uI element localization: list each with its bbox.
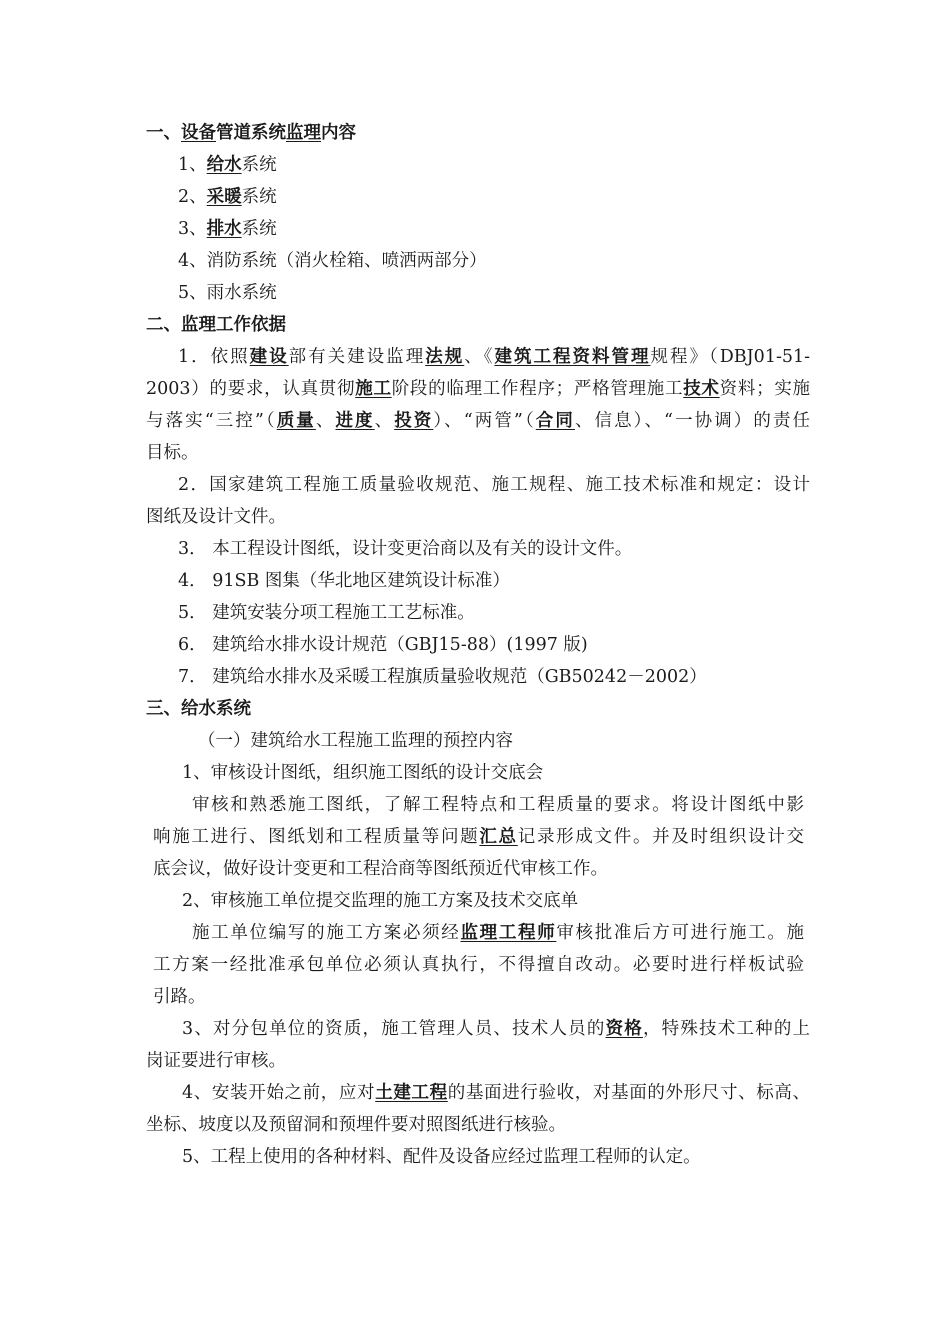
paragraph-line: 岗证要进行审核。 (146, 1051, 286, 1071)
paragraph-line: 3、对分包单位的资质，施工管理人员、技术人员的资格，特殊技术工种的上 (182, 1019, 810, 1039)
paragraph-line: 图纸及设计文件。 (146, 507, 286, 527)
link-shebei[interactable]: 设备 (181, 123, 216, 143)
paragraph-line: 审核和熟悉施工图纸，了解工程特点和工程质量的要求。将设计图纸中影 (192, 795, 804, 815)
list-item: 7． 建筑给水排水及采暖工程旗质量验收规范（GB50242－2002） (178, 667, 707, 687)
list-item-4: 4、消防系统（消火栓箱、喷洒两部分） (178, 251, 487, 271)
paragraph-line: 2．国家建筑工程施工质量验收规范、施工规程、施工技术标准和规定：设计 (178, 475, 810, 495)
list-item-1: 1、给水系统 (178, 155, 277, 175)
paragraph-line: 工方案一经批准承包单位必须认真执行，不得擅自改动。必要时进行样板试验 (153, 955, 804, 975)
paragraph-line: 施工单位编写的施工方案必须经监理工程师审核批准后方可进行施工。施 (192, 923, 804, 943)
item-heading: 1、审核设计图纸，组织施工图纸的设计交底会 (182, 763, 544, 783)
list-item-5: 5、雨水系统 (178, 283, 277, 303)
link-fagui[interactable]: 法规 (425, 347, 465, 367)
link-jianshe[interactable]: 建设 (249, 347, 289, 367)
paragraph-line: 引路。 (153, 987, 206, 1007)
link-hetong[interactable]: 合同 (535, 411, 575, 431)
link-jindu[interactable]: 进度 (335, 411, 375, 431)
paragraph-line: 5、工程上使用的各种材料、配件及设备应经过监理工程师的认定。 (182, 1147, 701, 1167)
link-shigong[interactable]: 施工 (355, 379, 392, 399)
section-2-title: 二、监理工作依据 (146, 315, 286, 335)
paragraph-line: 目标。 (146, 443, 199, 463)
link-touzi[interactable]: 投资 (394, 411, 434, 431)
paragraph-line: 坐标、坡度以及预留洞和预埋件要对照图纸进行核验。 (146, 1115, 566, 1135)
paragraph-line: 与落实“三控”（质量、进度、投资）、“两管”（合同、信息）、“一协调）的责任 (146, 411, 810, 431)
link-tujian-gongcheng[interactable]: 土建工程 (375, 1083, 448, 1103)
link-huizong[interactable]: 汇总 (479, 827, 518, 847)
section-1-title: 一、设备管道系统监理内容 (146, 123, 356, 143)
link-paishui[interactable]: 排水 (206, 219, 242, 239)
list-item: 5． 建筑安装分项工程施工工艺标准。 (178, 603, 475, 623)
link-jianli-gongchengshi[interactable]: 监理工程师 (460, 923, 557, 943)
subsection-title: （一）建筑给水工程施工监理的预控内容 (198, 731, 513, 751)
paragraph-line: 1．依照建设部有关建设监理法规、《建筑工程资料管理规程》（DBJ01-51- (178, 347, 810, 367)
list-item: 4． 91SB 图集（华北地区建筑设计标准） (178, 571, 510, 591)
list-item: 6． 建筑给水排水设计规范（GBJ15-88）(1997 版) (178, 635, 588, 655)
list-item: 3． 本工程设计图纸，设计变更洽商以及有关的设计文件。 (178, 539, 633, 559)
link-cainuan[interactable]: 采暖 (206, 187, 242, 207)
link-zhiliang[interactable]: 质量 (276, 411, 316, 431)
link-geishui[interactable]: 给水 (206, 155, 242, 175)
link-jishu[interactable]: 技术 (683, 379, 720, 399)
item-heading: 2、审核施工单位提交监理的施工方案及技术交底单 (182, 891, 579, 911)
paragraph-line: 底会议，做好设计变更和工程洽商等图纸预近代审核工作。 (153, 859, 608, 879)
paragraph-line: 响施工进行、图纸划和工程质量等问题汇总记录形成文件。并及时组织设计交 (153, 827, 804, 847)
link-jianzhu-ziliao[interactable]: 建筑工程资料管理 (494, 347, 651, 367)
link-jianli[interactable]: 监理 (286, 123, 321, 143)
list-item-2: 2、采暖系统 (178, 187, 277, 207)
list-item-3: 3、排水系统 (178, 219, 277, 239)
link-zige[interactable]: 资格 (605, 1019, 643, 1039)
paragraph-line: 2003）的要求，认真贯彻施工阶段的临理工作程序；严格管理施工技术资料；实施 (146, 379, 810, 399)
section-3-title: 三、给水系统 (146, 699, 251, 719)
paragraph-line: 4、安装开始之前，应对土建工程的基面进行验收，对基面的外形尺寸、标高、 (182, 1083, 810, 1103)
